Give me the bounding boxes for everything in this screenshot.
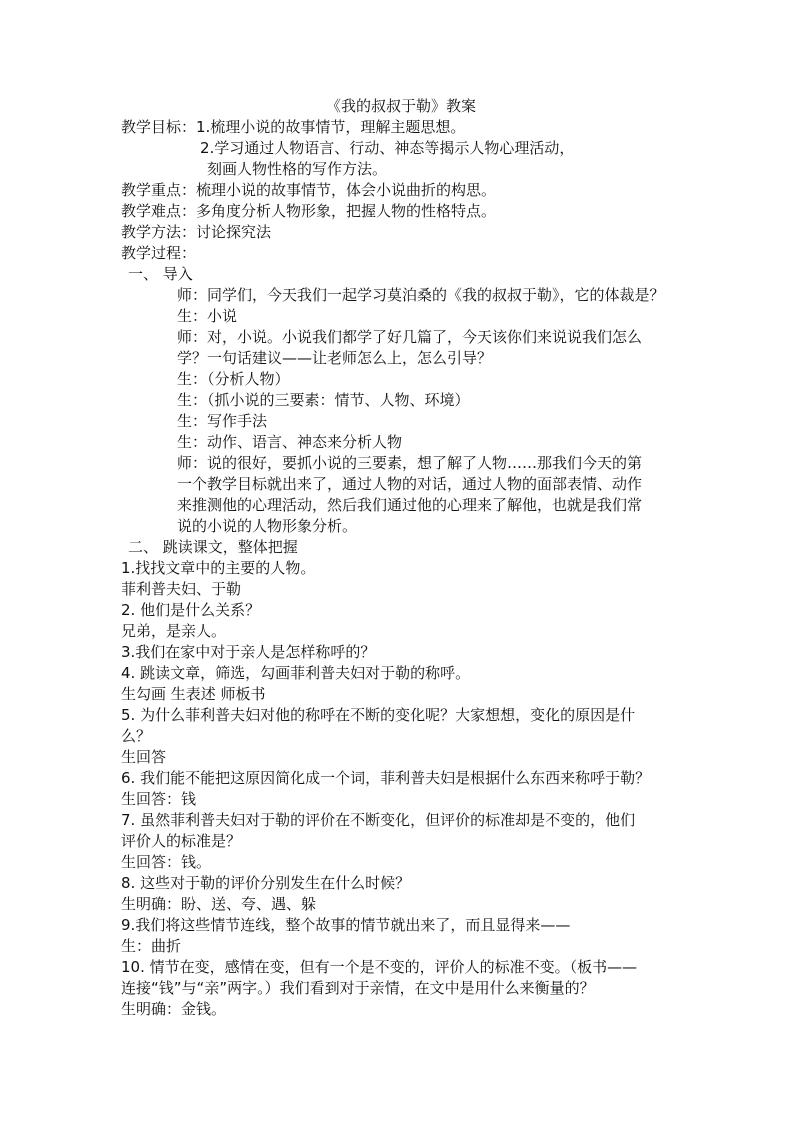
body-line: 1.找找文章中的主要的人物。	[121, 559, 316, 577]
body-line: 说的小说的人物形象分析。	[177, 517, 358, 535]
body-line: 评价人的标准是？	[121, 832, 242, 850]
body-line: 生勾画 生表述 师板书	[121, 685, 266, 703]
teaching-difficulty-line: 教学难点：多角度分析人物形象，把握人物的性格特点。	[121, 202, 497, 220]
teaching-focus-line: 教学重点：梳理小说的故事情节，体会小说曲折的构思。	[121, 181, 497, 199]
body-line: 7. 虽然菲利普夫妇对于勒的评价在不断变化，但评价的标准却是不变的，他们	[121, 811, 636, 829]
teaching-goal-line: 教学目标：1.梳理小说的故事情节，理解主题思想。	[121, 118, 466, 136]
body-line: 来推测他的心理活动，然后我们通过他的心理来了解他，也就是我们常	[177, 496, 643, 514]
body-line: 6. 我们能不能把这原因简化成一个词，菲利普夫妇是根据什么东西来称呼于勒？	[121, 769, 651, 787]
body-line: 生：曲折	[121, 937, 182, 955]
section-heading: 一、 导入	[128, 265, 193, 283]
teaching-goal-line: 刻画人物性格的写作方法。	[207, 160, 388, 178]
body-line: 3.我们在家中对于亲人是怎样称呼的？	[121, 643, 376, 661]
teaching-goal-line: 2.学习通过人物语言、行动、神态等揭示人物心理活动，	[200, 139, 575, 157]
body-line: 生回答：钱。	[121, 853, 212, 871]
body-line: 生明确：盼、送、夸、遇、躲	[121, 895, 317, 913]
body-line: 9.我们将这些情节连线，整个故事的情节就出来了，而且显得来——	[121, 916, 571, 934]
body-line: 生：写作手法	[177, 412, 268, 430]
body-line: 5. 为什么菲利普夫妇对他的称呼在不断的变化呢？大家想想，变化的原因是什	[121, 706, 636, 724]
body-line: 连接“钱”与“亲”两字。）我们看到对于亲情，在文中是用什么来衡量的？	[121, 979, 595, 997]
body-line: 兄弟，是亲人。	[121, 622, 227, 640]
body-line: 学？一句话建议——让老师怎么上，怎么引导？	[177, 349, 493, 367]
body-line: 菲利普夫妇、于勒	[121, 580, 242, 598]
body-line: 4. 跳读文章，筛选，勾画菲利普夫妇对于勒的称呼。	[121, 664, 471, 682]
teaching-method-line: 教学方法：讨论探究法	[121, 223, 272, 241]
body-line: 生明确：金钱。	[121, 1000, 227, 1018]
teaching-process-heading: 教学过程：	[121, 244, 197, 262]
body-line: 生回答	[121, 748, 167, 766]
body-line: 生：（分析人物）	[177, 370, 290, 388]
body-line: 生：（抓小说的三要素：情节、人物、环境）	[177, 391, 470, 409]
body-line: 师：对，小说。小说我们都学了好几篇了，今天该你们来说说我们怎么	[177, 328, 643, 346]
body-line: 生：小说	[177, 307, 238, 325]
document-title: 《我的叔叔于勒》教案	[326, 97, 477, 115]
body-line: 10. 情节在变，感情在变，但有一个是不变的，评价人的标准不变。（板书——	[121, 958, 638, 976]
body-line: 师：说的很好，要抓小说的三要素，想了解了人物……那我们今天的第	[177, 454, 643, 472]
body-line: 一个教学目标就出来了，通过人物的对话，通过人物的面部表情、动作	[177, 475, 643, 493]
body-line: 么？	[121, 727, 152, 745]
body-line: 生回答：钱	[121, 790, 197, 808]
section-heading: 二、 跳读课文，整体把握	[128, 538, 298, 556]
body-line: 师：同学们，今天我们一起学习莫泊桑的《我的叔叔于勒》，它的体裁是？	[177, 286, 665, 304]
body-line: 2. 他们是什么关系？	[121, 601, 261, 619]
body-line: 8. 这些对于勒的评价分别发生在什么时候？	[121, 874, 411, 892]
body-line: 生：动作、语言、神态来分析人物	[177, 433, 403, 451]
